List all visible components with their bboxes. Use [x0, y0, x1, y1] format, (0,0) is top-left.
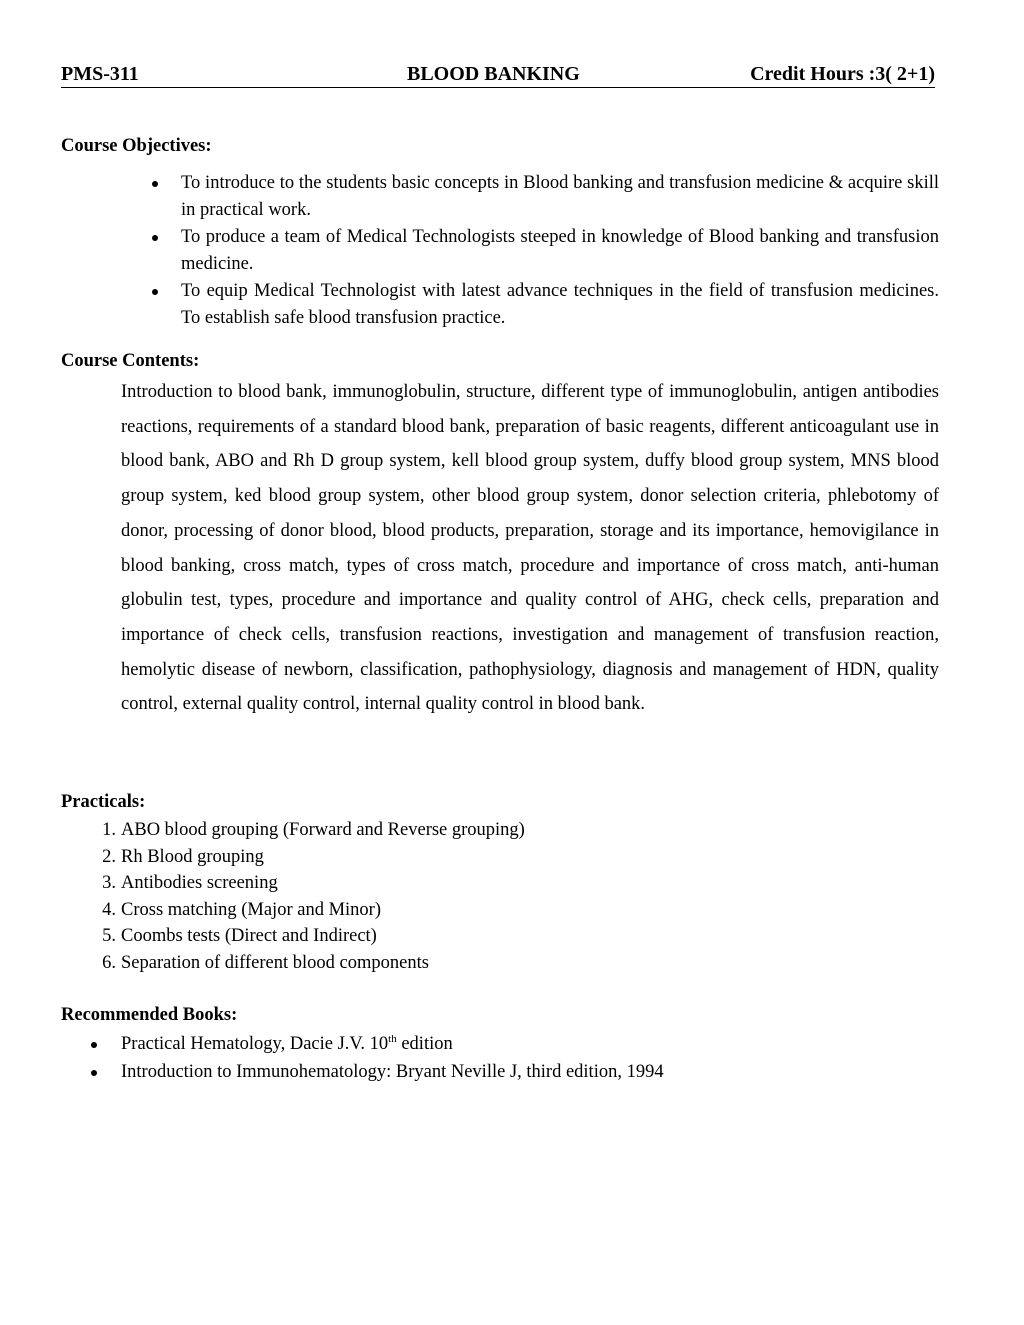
practical-item	[102, 817, 821, 844]
contents-heading: Course Contents:	[61, 351, 200, 371]
book-item	[121, 1030, 921, 1058]
course-title: BLOOD BANKING	[407, 63, 580, 85]
book-item	[121, 1058, 921, 1086]
books-list	[121, 1030, 921, 1086]
practical-item	[102, 923, 821, 950]
bullet-icon	[91, 1070, 97, 1076]
objectives-list	[181, 170, 939, 332]
list-number: 1.	[102, 820, 116, 840]
practical-text: ABO blood grouping (Forward and Reverse grouping)	[121, 820, 525, 840]
practical-text: Antibodies screening	[121, 873, 278, 894]
objective-item	[181, 278, 939, 332]
practical-item	[102, 897, 821, 924]
credit-hours: Credit Hours :3( 2+1)	[750, 63, 935, 85]
course-code: PMS-311	[61, 63, 139, 85]
practical-text: Coombs tests (Direct and Indirect)	[121, 926, 377, 947]
list-number: 4.	[102, 899, 116, 920]
contents-paragraph: Introduction to blood bank, immunoglobulin, structure, different type of immunoglobulin, antigen antibodies reactions, requirements of a standard blood bank, preparation of basic reagents, different anticoagulant use in blood bank, ABO and Rh D group system, kell blood group system, duffy blood group system, MNS blood group system, ked blood group system, other blood group system, donor selection criteria, phlebotomy of donor, processing of donor blood, blood products, preparation, storage and its importance, hemovigilance in blood banking, cross match, types of cross match, procedure and importance of cross match, anti-human globulin test, types, procedure and importance and quality control of AHG, check cells, preparation and importance of check cells, transfusion reactions, investigation and management of transfusion reaction, hemolytic disease of newborn, classification, pathophysiology, diagnosis and management of HDN, quality control, external quality control, internal quality control in blood bank.	[121, 382, 939, 715]
practicals-list	[102, 817, 821, 977]
objective-text: To produce a team of Medical Technologists steeped in knowledge of Blood banking and transfusion medicine.	[181, 227, 939, 274]
practical-item	[102, 950, 821, 977]
objective-text: To introduce to the students basic concepts in Blood banking and transfusion medicine & acquire skill in practical work.	[181, 173, 939, 220]
objectives-heading: Course Objectives:	[61, 136, 212, 156]
list-number: 2.	[102, 846, 116, 867]
bullet-icon	[152, 235, 158, 241]
practical-text: Rh Blood grouping	[121, 846, 264, 867]
list-number: 5.	[102, 926, 116, 947]
objective-text: To equip Medical Technologist with latest advance techniques in the field of transfusion medicines. To establish safe blood transfusion practice.	[181, 281, 939, 328]
practicals-heading: Practicals:	[61, 792, 146, 812]
book-text-end: edition	[396, 1034, 453, 1054]
practical-text: Cross matching (Major and Minor)	[121, 899, 381, 920]
practical-item	[102, 870, 821, 897]
objective-item	[181, 170, 939, 224]
books-heading: Recommended Books:	[61, 1005, 238, 1025]
superscript-ordinal: th	[388, 1033, 397, 1045]
bullet-icon	[152, 181, 158, 187]
practical-item	[102, 844, 821, 871]
bullet-icon	[91, 1042, 97, 1048]
course-header	[61, 60, 935, 88]
list-number: 3.	[102, 873, 116, 894]
bullet-icon	[152, 289, 158, 295]
objective-item	[181, 224, 939, 278]
list-number: 6.	[102, 952, 116, 973]
book-text: Introduction to Immunohematology: Bryant Neville J, third edition, 1994	[121, 1062, 664, 1082]
practical-text: Separation of different blood components	[121, 952, 429, 973]
book-text-start: Practical Hematology, Dacie J.V. 10	[121, 1034, 389, 1054]
